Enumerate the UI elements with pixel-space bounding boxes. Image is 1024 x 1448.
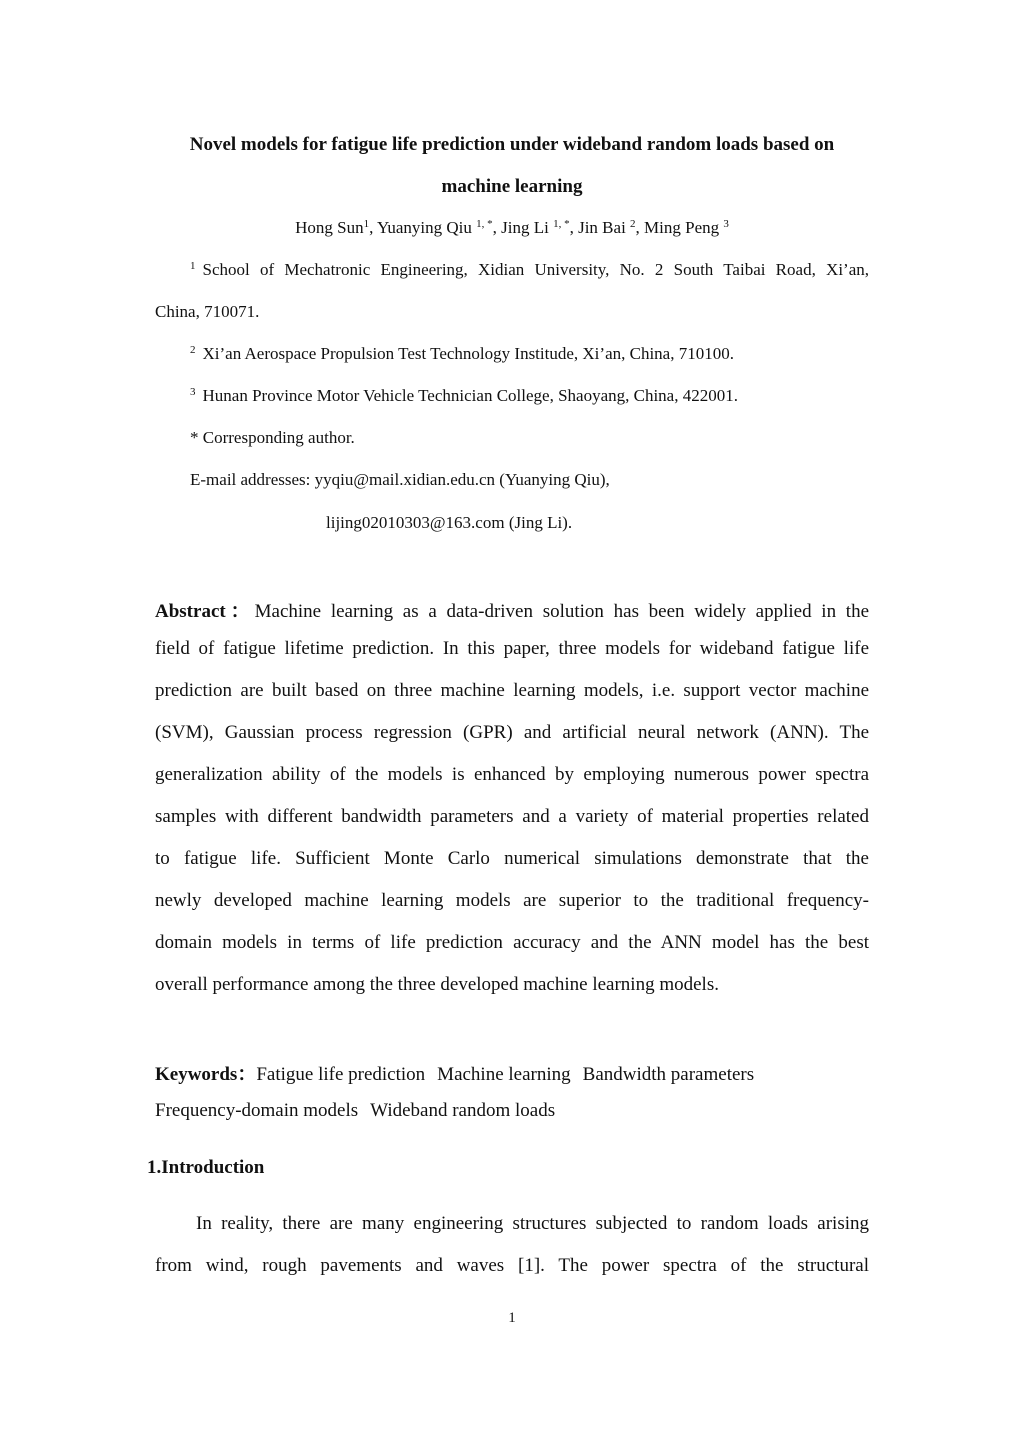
abstract-line: samples with different bandwidth parameters and a variety of material properties related bbox=[155, 806, 869, 827]
abstract-line: (SVM), Gaussian process regression (GPR) and artificial neural network (ANN). The bbox=[155, 722, 869, 743]
page-number: 1 bbox=[508, 1310, 516, 1326]
paper-title-line-1: Novel models for fatigue life prediction under wideband random loads based on bbox=[189, 134, 835, 155]
intro-line-2: from wind, rough pavements and waves [1]. The power spectra of the structural bbox=[155, 1255, 869, 1276]
keywords-label: Keywords： bbox=[155, 1064, 257, 1085]
abstract-line: domain models in terms of life prediction accuracy and the ANN model has the best bbox=[155, 932, 869, 953]
section-heading-introduction: 1.Introduction bbox=[147, 1157, 265, 1178]
abstract-line: field of fatigue lifetime prediction. In this paper, three models for wideband fatigue life bbox=[155, 638, 869, 659]
paper-title-line-2: machine learning bbox=[441, 176, 583, 197]
author-affiliation-mark: 2 bbox=[630, 218, 636, 230]
author-affiliation-mark: 1 bbox=[363, 218, 370, 230]
email-line-2: lijing02010303@163.com (Jing Li). bbox=[326, 513, 573, 532]
abstract-line: generalization ability of the models is enhanced by employing numerous power spectra bbox=[155, 764, 869, 785]
author-name: Jing Li bbox=[501, 218, 549, 237]
corresponding-author-note: * Corresponding author. bbox=[190, 428, 355, 447]
author-name: Jin Bai bbox=[578, 218, 626, 237]
keyword: Wideband random loads bbox=[370, 1100, 556, 1121]
keyword: Fatigue life prediction bbox=[256, 1064, 426, 1085]
affiliation-3: $^3$ Hunan Province Motor Vehicle Technician College, Shaoyang, China, 422001. bbox=[190, 386, 738, 405]
keywords-line-2 bbox=[155, 1100, 555, 1122]
author-list: Hong Sun$^1$, Yuanying Qiu $^{1, *}$, Jing Li $^{1, *}$, Jin Bai $^2$, Ming Peng $^3$ bbox=[295, 218, 729, 237]
author-affiliation-mark: 1, * bbox=[553, 218, 570, 230]
affiliation-1-line-1: $^1$ School of Mechatronic Engineering, Xidian University, No. 2 South Taibai Road, Xi’an, bbox=[190, 260, 869, 279]
abstract-line: newly developed machine learning models are superior to the traditional frequency- bbox=[155, 890, 869, 911]
email-line-1: E-mail addresses: yyqiu@mail.xidian.edu.cn (Yuanying Qiu), bbox=[190, 470, 610, 489]
author-affiliation-mark: 3 bbox=[723, 218, 729, 230]
keyword: Frequency-domain models bbox=[155, 1100, 359, 1121]
abstract-line: overall performance among the three developed machine learning models. bbox=[155, 974, 719, 995]
author-affiliation-mark: 1, * bbox=[476, 218, 493, 230]
author-name: Ming Peng bbox=[644, 218, 720, 237]
abstract-line: to fatigue life. Sufficient Monte Carlo numerical simulations demonstrate that the bbox=[155, 848, 869, 869]
intro-line-1: In reality, there are many engineering structures subjected to random loads arising bbox=[196, 1213, 869, 1234]
author-name: Yuanying Qiu bbox=[376, 218, 472, 237]
keyword: Bandwidth parameters bbox=[582, 1064, 755, 1085]
abstract-line: prediction are built based on three machine learning models, i.e. support vector machine bbox=[155, 680, 869, 701]
affiliation-1-line-2: China, 710071. bbox=[155, 302, 260, 321]
author-name: Hong Sun bbox=[295, 218, 364, 237]
affiliation-2: $^2$ Xi’an Aerospace Propulsion Test Technology Institude, Xi’an, China, 710100. bbox=[190, 344, 734, 363]
keywords-line-1 bbox=[155, 1059, 754, 1086]
abstract-label: Abstract： bbox=[155, 601, 255, 622]
abstract-line: Abstract：Machine learning as a data-driven solution has been widely applied in the bbox=[155, 601, 870, 622]
keyword: Machine learning bbox=[437, 1064, 571, 1085]
